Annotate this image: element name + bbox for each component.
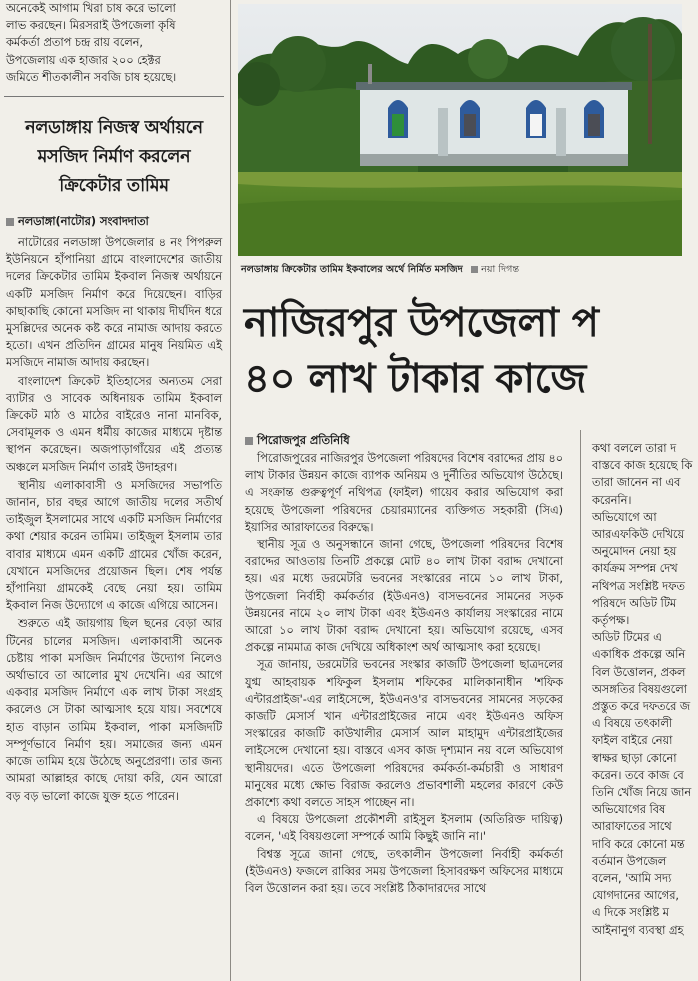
column-line: আরাফাতের সাথে [592,820,672,834]
intro-line: লাভ করছেন। মিরসরাই উপজেলা কৃষি [6,19,176,33]
headline-line: ক্রিকেটার তামিম [59,176,169,196]
main-byline [245,433,350,449]
article-headline [4,114,224,201]
headline-line: মসজিদ নির্মাণ করলেন [37,147,191,167]
column-line: দাবি করে কোনো মন্ত [592,837,685,851]
caption-text: নলডাঙ্গায় ক্রিকেটার তামিম ইকবালের অর্থে নির্মিত মসজিদ [241,264,463,275]
intro-line: কর্মকর্তা প্রতাপ চন্দ্র রায় বলেন, [6,36,144,50]
intro-line: অনেকেই আগাম খিরা চাষ করে ভালো [6,2,176,15]
column-line: স্বাক্ষর ছাড়া কোনো [592,751,677,765]
paragraph: বিশ্বস্ত সূত্রে জানা গেছে, তৎকালীন উপজেলা নির্বাহী কর্মকর্তা (ইউএনও) ফজলে রাব্বির সময় উপজেলা হিসাবরক্ষণ অফিসের মাধ্যমে বিল উত্তোলন করা হয়। তবে সংশ্লিষ্ট ঠিকাদারদের সাথে [245,847,563,896]
byline-text: পিরোজপুর প্রতিনিধি [257,434,350,447]
paragraph: শুরুতে এই জায়গায় ছিল ছনের বেড়া আর টিনের চালের মসজিদ। এলাকাবাসী অনেক চেষ্টায় পাকা মসজিদ নির্মাণের উদ্যোগ নিলেও অর্থাভাবে তা আলোর মুখ দেখেনি। এর আগে একবার মসজিদ নির্মাণে এক লাখ টাকা সংগ্রহ করলেও সে টাকা আত্মসাৎ হয়ে যায়। সবশেষে হাত বাড়ান তামিম ইকবাল, পাকা মসজিদটি সম্পূর্ণভাবে নির্মাণ হয়। সমাজের জন্য এমন কাজে তামিম হয়ে উঠেছে অনুপ্রেরণা। তার জন্য আমরা আল্লাহর কাছে দোয়া করি, যেন আরো বড় বড় ভালো কাজে যুক্ত হতে পারেন। [6,617,222,803]
column-line: এ দিকে সংশ্লিষ্ট ম [592,906,669,920]
paragraph: সূত্র জানায়, ডরমেটরি ভবনের সংস্কার কাজটি উপজেলা ছাত্রদলের যুগ্ম আহবায়ক শফিকুল ইসলাম শফিকের মালিকানাধীন 'শফিক এন্টারপ্রাইজ'-এর লাইসেন্সে, ইউএনও'র বাসভবনের সামনের সড়কের কাজটি মেসার্স খান এন্টারপ্রাইজের নামে এবং ইউএনও অফিস সংস্কারের কাজটি কাউখালীর মেসার্স আল মাহামুদ এন্টারপ্রাইজের লাইসেন্সে দেখানো হয়। বাস্তবে এসব কাজ দৃশ্যমান নয় বলে অভিযোগ স্থানীয়দের। এতে উপজেলা পরিষদের কর্মকর্তা-কর্মচারী ও সাধারণ মানুষের মধ্যে ক্ষোভ বিরাজ করলেও প্রভাবশালী মহলের কারণে কেউ প্রকাশ্যে কথা বলতে সাহস পাচ্ছেন না। [245,658,563,810]
column-line: যোগদানের আগের, [592,889,679,903]
column-line: নথিপত্র সংশ্লিষ্ট দফত [592,579,685,593]
main-headline-line-1: নাজিরপুর উপজেলা প [244,300,599,346]
intro-snippet [6,0,222,86]
column-line: অভিযোগের বিষ [592,803,666,817]
column-rule [230,0,231,981]
column-line: অসঙ্গতির বিষয়গুলো [592,682,687,696]
column-line: একাধিক প্রকল্পে অনি [592,648,686,662]
section-divider [4,96,224,97]
byline-text: নলডাঙ্গা(নাটোর) সংবাদদাতা [18,215,149,228]
column-rule [580,430,581,981]
paragraph: নাটোরের নলডাঙ্গা উপজেলার ৪ নং পিপরুল ইউনিয়নে হাঁপানিয়া গ্রামে বাংলাদেশের জাতীয় দলের ক্রিকেটার তামিম ইকবাল নিজস্ব অর্থায়নে একটি মসজিদ নির্মাণ করে দিয়েছেন। বাড়ির কাছাকাছি কোনো মসজিদ না থাকায় দীর্ঘদিন ধরে মুসল্লিদের অনেক কষ্ট করে নামাজ আদায় করতে হতো। এখন প্রতিদিন গ্রামের মানুষ নিয়মিত এই মসজিদে নামাজ আদায় করছেন। [6,236,222,370]
article-body [6,234,222,806]
paragraph: এ বিষয়ে উপজেলা প্রকৌশলী রাইসুল ইসলাম (অতিরিক্ত দায়িত্ব) বলেন, 'এই বিষয়গুলো সম্পর্কে আমি কিছুই জানি না।' [245,813,563,844]
column-line: বলেন, 'আমি সদ্য [592,872,672,886]
column-line: পরিষদে অডিট টিম [592,596,677,610]
column-line: বাস্তবে কাজ হয়েছে কি [592,459,693,473]
intro-line: উপজেলায় এক হাজার ২০০ হেক্টর [6,53,161,67]
column-line: ফাইল বাইরে নেয়া [592,734,673,748]
column-line: তারা জানেন না এব [592,476,681,490]
bullet-icon [6,218,14,226]
paragraph: বাংলাদেশ ক্রিকেট ইতিহাসের অন্যতম সেরা ব্যাটার ও সাবেক অধিনায়ক তামিম ইকবাল ক্রিকেট মাঠ ও মাঠের বাইরেও নানা মানবিক, সেবামূলক ও এমন ধর্মীয় কাজের মাধ্যমে দৃষ্টান্ত স্থাপন করেছেন। অজপাড়াগাঁয়ের এই প্রত্যন্ত অঞ্চলে মসজিদ নির্মাণ তারই উদাহরণ। [6,374,222,474]
bullet-icon [471,266,478,273]
left-column [0,0,228,981]
column-line: বিল উত্তোলন, প্রকল [592,665,686,679]
column-line: কার্যক্রম সম্পন্ন দেখ [592,562,678,576]
paragraph: পিরোজপুরের নাজিরপুর উপজেলা পরিষদের বিশেষ বরাদ্দের প্রায় ৪০ লাখ টাকার উন্নয়ন কাজে ব্যাপক অনিয়ম ও দুর্নীতির অভিযোগ উঠেছে। এ সংক্রান্ত গুরুত্বপূর্ণ নথিপত্র (ফাইল) গায়েব করার অভিযোগ করা হয়েছে উপজেলা পরিষদের চেয়ারম্যানের ব্যক্তিগত সহকারী (সিএ) ইয়াসির আরাফাতের বিরুদ্ধে। [245,452,564,534]
column-line: করেন। তবে কাজ বে [592,768,684,782]
photo-caption [241,263,519,278]
paragraph: স্থানীয় এলাকাবাসী ও মসজিদের সভাপতি জানান, চার বছর আগে জাতীয় দলের সতীর্থ তাইজুল ইসলামের সাথে একটি মসজিদ নির্মাণের কথা শেয়ার করেন তামিম। তাইজুল ইসলাম তার বাবার মাধ্যমে এমন একটি গ্রামের খোঁজ করেন, যেখানে মসজিদের প্রয়োজন ছিল। শেষ পর্যন্ত হাঁপানিয়া গ্রামকেই বেছে নেয়া হয়। তামিম ইকবাল নিজ উদ্যোগে এ কাজে এগিয়ে আসেন। [6,478,222,613]
photo-credit: নয়া দিগন্ত [481,264,520,275]
mosque-photo-illustration [238,4,682,256]
column-line: এ বিষয়ে তৎকালী [592,717,673,731]
column-line: অভিযোগে আ [592,510,657,524]
right-column [592,440,698,939]
column-line: কথা বললে তারা দ [592,442,677,455]
main-story-body [245,450,563,897]
intro-line: জমিতে শীতকালীন সবজি চাষ হয়েছে। [6,70,177,84]
column-line: বর্তমান উপজেল [592,854,667,868]
column-line: তিনি খোঁজ নিয়ে জান [592,786,692,800]
paragraph: স্থানীয় সূত্র ও অনুসন্ধানে জানা গেছে, উপজেলা পরিষদের বিশেষ বরাদ্দের আওতায় তিনটি প্রকল্পে মোট ৪০ লাখ টাকা বরাদ্দ দেখানো হয়। এর মধ্যে ডরমেটরি ভবনের সংস্কারের নামে ১০ লাখ টাকা, উপজেলা নির্বাহী কর্মকর্তার (ইউএনও) বাসভবনের সামনের সড়ক উন্নয়নের নামে ২০ লাখ টাকা এবং ইউএনও কার্যালয় সংস্কারের নামে আরো ১০ লাখ টাকা বরাদ্দ দেখানো হয়। অভিযোগ রয়েছে, এসব প্রকল্পে নামমাত্র কাজ দেখিয়ে অধিকাংশ অর্থ আত্মসাৎ করা হয়েছে। [245,538,563,655]
headline-line: নলডাঙ্গায় নিজস্ব অর্থায়নে [25,118,203,138]
column-line: প্রস্তুত করে দফতরে জ [592,700,690,714]
column-line: করেননি। [592,493,632,507]
column-line: আরএফকিউ দেখিয়ে [592,528,685,542]
column-line: আইনানুগ ব্যবস্থা গ্রহ [592,923,684,937]
column-line: কর্তৃপক্ষ। [592,614,630,628]
bullet-icon [245,437,253,445]
main-headline-line-2: ৪০ লাখ টাকার কাজে [244,356,586,402]
column-line: অডিট টিমের এ [592,631,662,645]
mosque-photo [238,4,682,256]
column-line: অনুমোদন নেয়া হয় [592,545,677,559]
article-byline [6,214,149,230]
